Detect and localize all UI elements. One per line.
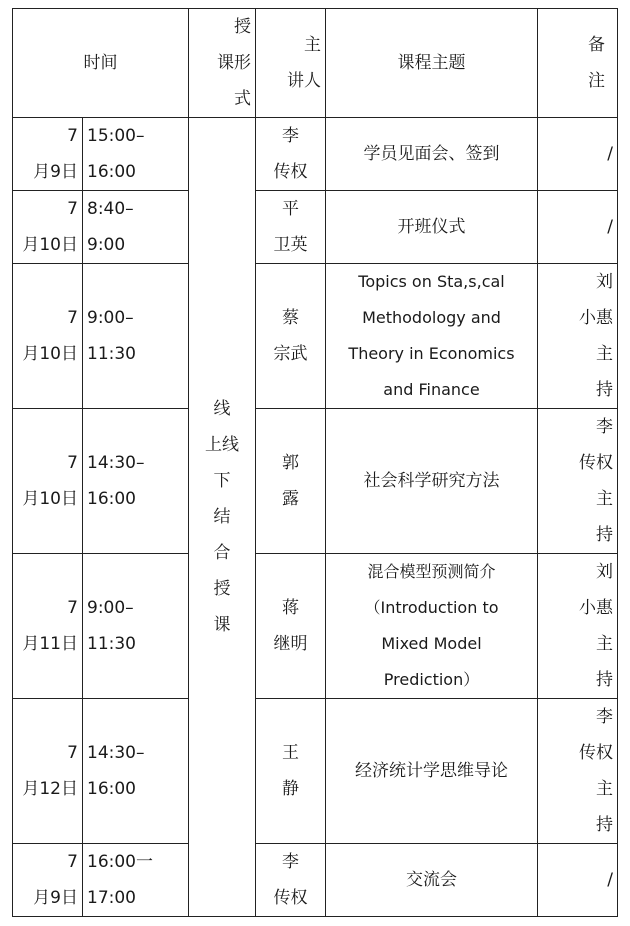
note-cell: 刘 小惠 主 持 <box>538 554 618 699</box>
topic-cell: 混合模型预测简介 （Introduction to Mixed Model Prediction） <box>326 554 538 699</box>
topic-cell: Topics on Sta,s,cal Methodology and Theory in Economics and Finance <box>326 264 538 409</box>
topic-cell: 学员见面会、签到 <box>326 118 538 191</box>
note-cell: 刘 小惠 主 持 <box>538 264 618 409</box>
time-cell: 16:00一 17:00 <box>83 844 189 917</box>
table-row <box>13 554 618 699</box>
topic-cell: 交流会 <box>326 844 538 917</box>
header-time: 时间 <box>13 9 189 118</box>
time-cell: 14:30– 16:00 <box>83 409 189 554</box>
speaker-cell: 李 传权 <box>256 844 326 917</box>
date-cell: 7 月10日 <box>13 409 83 554</box>
table-row <box>13 191 618 264</box>
time-cell: 9:00– 11:30 <box>83 554 189 699</box>
table-row <box>13 118 618 191</box>
topic-cell: 开班仪式 <box>326 191 538 264</box>
date-cell: 7 月10日 <box>13 264 83 409</box>
speaker-cell: 郭 露 <box>256 409 326 554</box>
speaker-cell: 王 静 <box>256 699 326 844</box>
header-speaker: 主 讲人 <box>256 9 326 118</box>
topic-cell: 社会科学研究方法 <box>326 409 538 554</box>
header-row <box>13 9 618 118</box>
note-cell: 李 传权 主 持 <box>538 699 618 844</box>
speaker-cell: 蒋 继明 <box>256 554 326 699</box>
table-row <box>13 844 618 917</box>
note-cell: / <box>538 844 618 917</box>
speaker-cell: 平 卫英 <box>256 191 326 264</box>
form-cell: 线 上线 下 结 合 授 课 <box>189 118 256 917</box>
time-cell: 14:30– 16:00 <box>83 699 189 844</box>
time-cell: 9:00– 11:30 <box>83 264 189 409</box>
header-topic: 课程主题 <box>326 9 538 118</box>
date-cell: 7 月10日 <box>13 191 83 264</box>
topic-cell: 经济统计学思维导论 <box>326 699 538 844</box>
note-cell: / <box>538 118 618 191</box>
note-cell: / <box>538 191 618 264</box>
date-cell: 7 月12日 <box>13 699 83 844</box>
table-row <box>13 409 618 554</box>
speaker-cell: 蔡 宗武 <box>256 264 326 409</box>
date-cell: 7 月9日 <box>13 844 83 917</box>
header-form: 授 课形 式 <box>189 9 256 118</box>
header-note: 备 注 <box>538 9 618 118</box>
date-cell: 7 月9日 <box>13 118 83 191</box>
note-cell: 李 传权 主 持 <box>538 409 618 554</box>
speaker-cell: 李 传权 <box>256 118 326 191</box>
schedule-table <box>12 8 618 917</box>
time-cell: 8:40– 9:00 <box>83 191 189 264</box>
date-cell: 7 月11日 <box>13 554 83 699</box>
time-cell: 15:00– 16:00 <box>83 118 189 191</box>
table-row <box>13 699 618 844</box>
table-row <box>13 264 618 409</box>
